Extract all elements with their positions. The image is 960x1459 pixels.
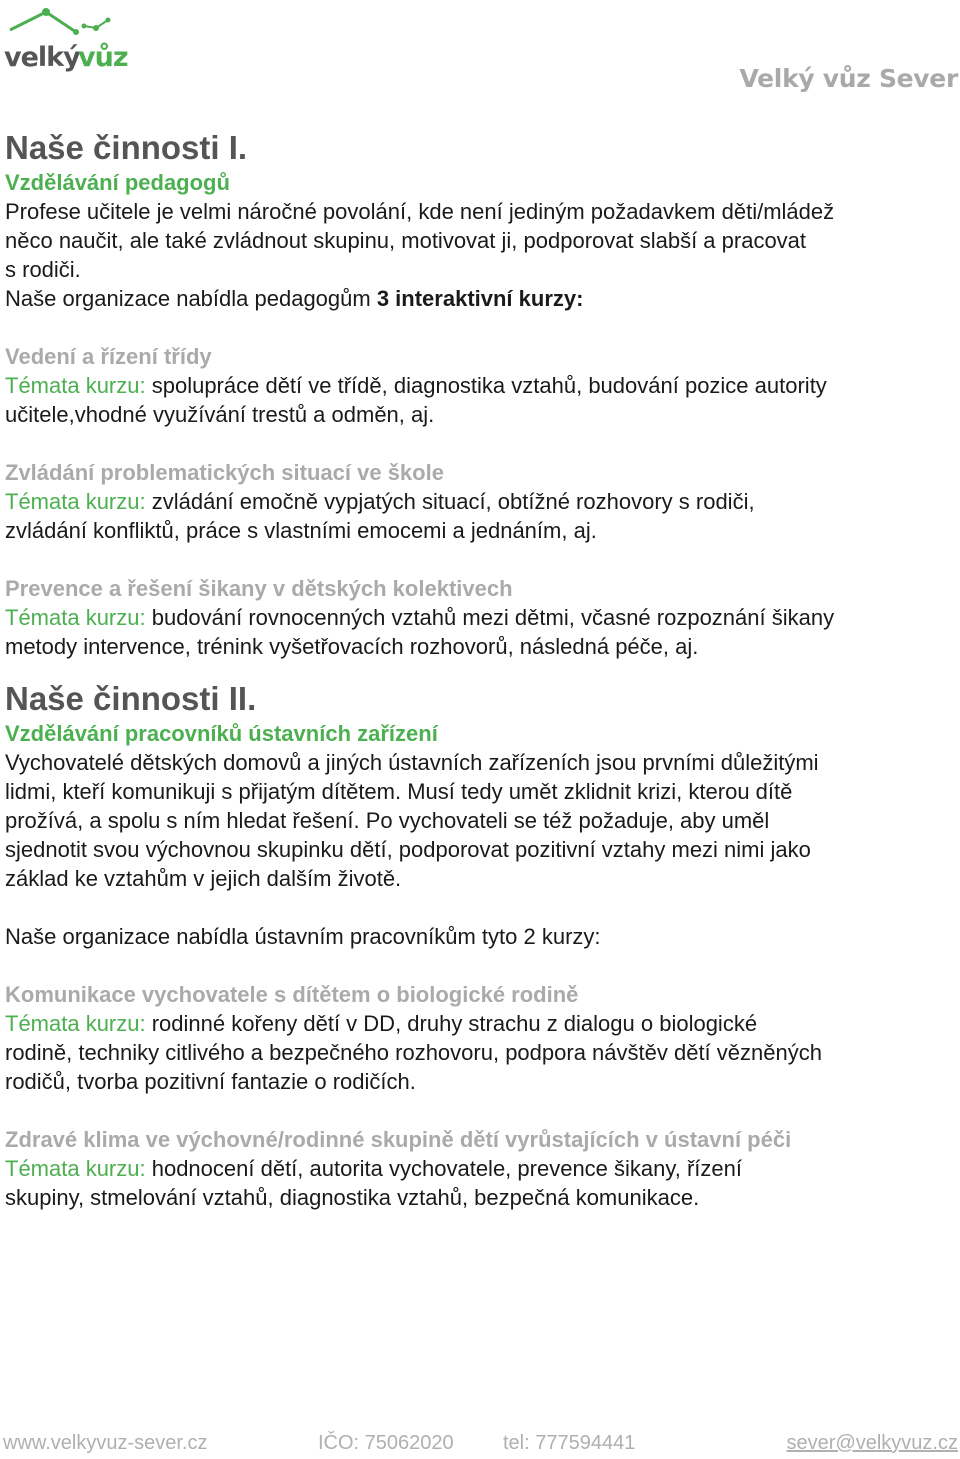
section1-subheading: Vzdělávání pedagogů xyxy=(5,170,230,195)
section2-intro-line: Vychovatelé dětských domovů a jiných ústavních zařízeních jsou prvními důležitými xyxy=(5,750,819,775)
section2-offer: Naše organizace nabídla ústavním pracovníkům tyto 2 kurzy: xyxy=(5,924,601,949)
topics-label: Témata kurzu: xyxy=(5,1156,146,1181)
section2-intro-line: sjednotit svou výchovnou skupinku dětí, podporovat pozitivní vztahy mezi nimi jako xyxy=(5,837,811,862)
course-topics-cont: rodičů, tvorba pozitivní fantazie o rodičích. xyxy=(5,1069,416,1094)
course-title: Zdravé klima ve výchovné/rodinné skupině dětí vyrůstajících v ústavní péči xyxy=(5,1127,792,1152)
footer-email-link[interactable]: sever@velkyvuz.cz xyxy=(786,1432,958,1454)
topics-label: Témata kurzu: xyxy=(5,489,146,514)
svg-text:velký: velký xyxy=(4,42,80,73)
footer-ico: IČO: 75062020 xyxy=(318,1432,454,1454)
topics-label: Témata kurzu: xyxy=(5,605,146,630)
footer xyxy=(3,1432,958,1458)
course-topics-cont: zvládání konfliktů, práce s vlastními emocemi a jednáním, aj. xyxy=(5,518,597,543)
course-topics xyxy=(5,371,957,400)
course-topics xyxy=(5,603,957,632)
topics-text: budování rovnocenných vztahů mezi dětmi, včasné rozpoznání šikany xyxy=(145,605,835,630)
document-body xyxy=(5,128,957,1212)
section1-intro-line: s rodiči. xyxy=(5,257,81,282)
course-topics xyxy=(5,1154,957,1183)
section2-intro-line: základ ke vztahům v jejich dalším životě. xyxy=(5,866,402,891)
section2-intro-line: prožívá, a spolu s ním hledat řešení. Po vychovateli se též požaduje, aby uměl xyxy=(5,808,770,833)
section2-heading: Naše činnosti II. xyxy=(5,680,257,717)
course-topics-cont: učitele,vhodné využívání trestů a odměn, aj. xyxy=(5,402,435,427)
section2-intro-line: lidmi, kteří komunikuji s přijatým dítětem. Musí tedy umět zklidnit krizi, kterou dítě xyxy=(5,779,793,804)
course-title: Vedení a řízení třídy xyxy=(5,344,212,369)
section1-offer xyxy=(5,284,957,313)
topics-text: spolupráce dětí ve třídě, diagnostika vztahů, budování pozice autority xyxy=(145,373,827,398)
topics-text: hodnocení dětí, autorita vychovatele, prevence šikany, řízení xyxy=(145,1156,742,1181)
velky-vuz-logo xyxy=(4,6,144,86)
topics-text: rodinné kořeny dětí v DD, druhy strachu z dialogu o biologické xyxy=(145,1011,758,1036)
header-title: Velký vůz Sever xyxy=(739,64,958,93)
svg-text:vůz: vůz xyxy=(78,42,128,73)
topics-text: zvládání emočně vypjatých situací, obtížné rozhovory s rodiči, xyxy=(145,489,755,514)
course-topics xyxy=(5,487,957,516)
section1-intro-line: něco naučit, ale také zvládnout skupinu, motivovat ji, podporovat slabší a pracovat xyxy=(5,228,807,253)
course-title: Zvládání problematických situací ve škole xyxy=(5,460,444,485)
section2-subheading: Vzdělávání pracovníků ústavních zařízení xyxy=(5,721,438,746)
section1-intro-line: Profese učitele je velmi náročné povolání, kde není jediným požadavkem děti/mládež xyxy=(5,199,835,224)
section1-offer-text: Naše organizace nabídla pedagogům xyxy=(5,286,377,311)
course-topics xyxy=(5,1009,957,1038)
course-topics-cont: metody intervence, trénink vyšetřovacích rozhovorů, následná péče, aj. xyxy=(5,634,699,659)
topics-label: Témata kurzu: xyxy=(5,1011,146,1036)
course-title: Komunikace vychovatele s dítětem o biologické rodině xyxy=(5,982,579,1007)
section1-offer-bold: 3 interaktivní kurzy: xyxy=(376,286,584,311)
topics-label: Témata kurzu: xyxy=(5,373,146,398)
course-topics-cont: rodině, techniky citlivého a bezpečného rozhovoru, podpora návštěv dětí vězněných xyxy=(5,1040,822,1065)
section1-heading: Naše činnosti I. xyxy=(5,129,248,166)
footer-phone: tel: 777594441 xyxy=(503,1432,636,1454)
course-topics-cont: skupiny, stmelování vztahů, diagnostika vztahů, bezpečná komunikace. xyxy=(5,1185,700,1210)
footer-website-link[interactable]: www.velkyvuz-sever.cz xyxy=(3,1432,208,1454)
course-title: Prevence a řešení šikany v dětských kolektivech xyxy=(5,576,513,601)
